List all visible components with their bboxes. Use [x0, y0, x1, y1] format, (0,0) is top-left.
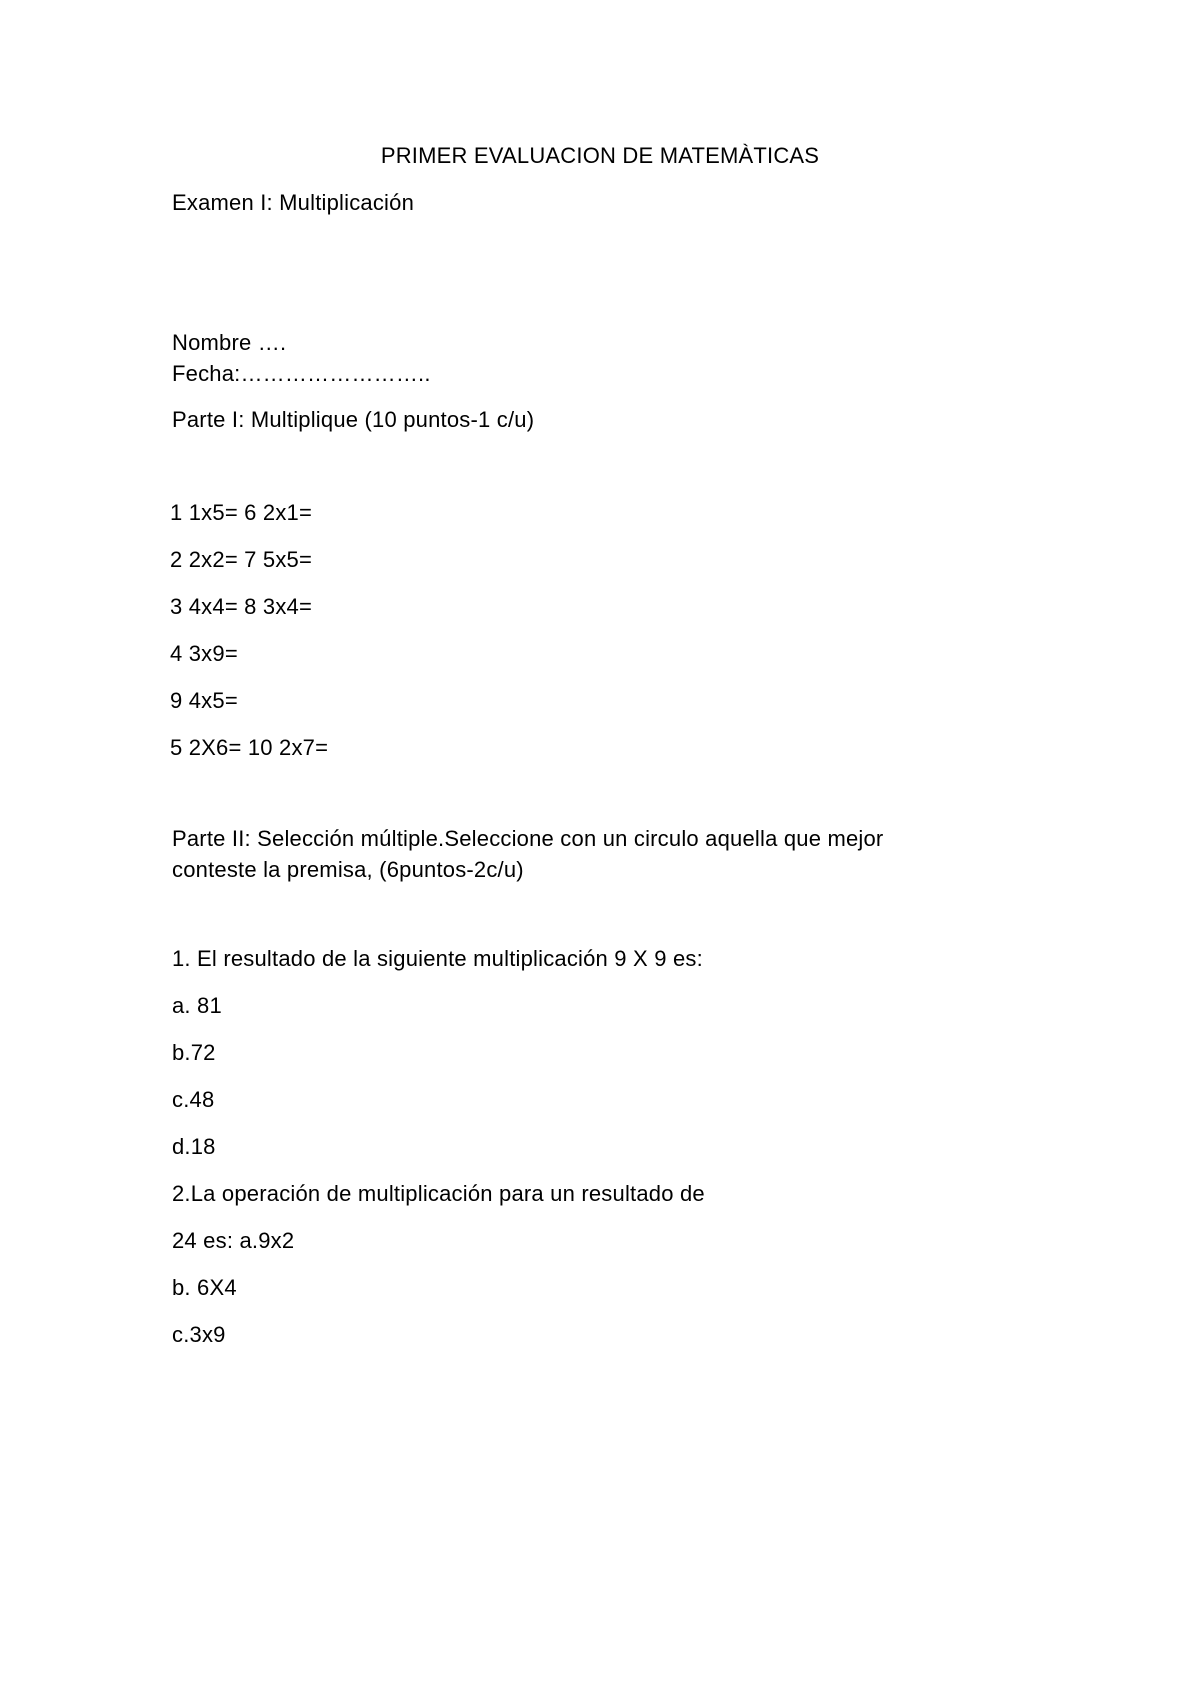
question-2-line1: 2.La operación de multiplicación para un resultado de [172, 1181, 705, 1206]
exercise-row: 5 2X6= 10 2x7= [170, 735, 329, 760]
question-1-option: c.48 [172, 1087, 215, 1112]
question-1: 1. El resultado de la siguiente multiplicación 9 X 9 es: [172, 946, 703, 971]
question-2-line2: 24 es: a.9x2 [172, 1228, 295, 1253]
date-line: Fecha:…………………….. [172, 361, 431, 386]
question-2-option: c.3x9 [172, 1322, 226, 1347]
exercise-row: 4 3x9= [170, 641, 238, 666]
part2-heading-line1: Parte II: Selección múltiple.Seleccione con un circulo aquella que mejor [172, 826, 884, 851]
document-title: PRIMER EVALUACION DE MATEMÀTICAS [380, 143, 820, 168]
question-1-option: d.18 [172, 1134, 216, 1159]
exercise-row: 1 1x5= 6 2x1= [170, 500, 313, 525]
question-1-option: a. 81 [172, 993, 222, 1018]
exercise-row: 9 4x5= [170, 688, 238, 713]
question-1-option: b.72 [172, 1040, 216, 1065]
name-line: Nombre …. [172, 330, 287, 355]
question-2-option: b. 6X4 [172, 1275, 237, 1300]
exercise-row: 3 4x4= 8 3x4= [170, 594, 313, 619]
part2-heading-line2: conteste la premisa, (6puntos-2c/u) [172, 857, 524, 882]
document-subtitle: Examen I: Multiplicación [172, 190, 415, 215]
part1-heading: Parte I: Multiplique (10 puntos-1 c/u) [172, 407, 535, 432]
exercise-row: 2 2x2= 7 5x5= [170, 547, 313, 572]
